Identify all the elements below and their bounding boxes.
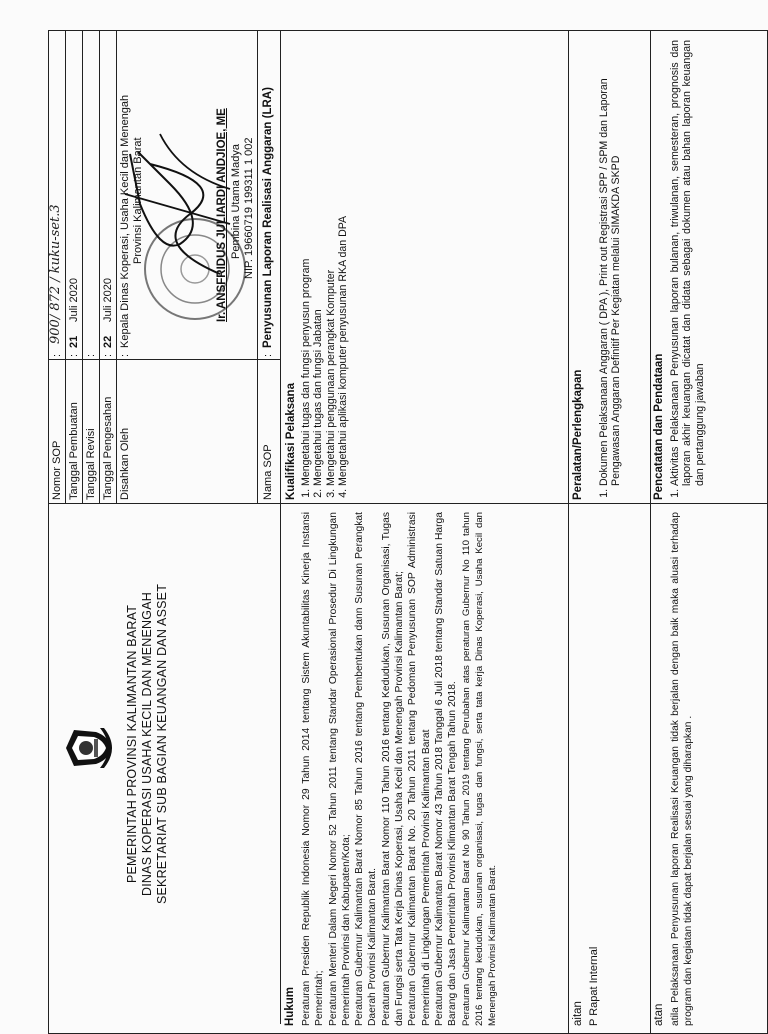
info-row-line-2: [82, 30, 83, 504]
dasar-hukum-bottom-line: [568, 504, 569, 1034]
kualifikasi-item: 2. Mengetahui tugas dan fungsi Jabatan: [312, 40, 324, 486]
dasar-hukum-item: Peraturan Gubernur Kalimantan Barat Nomor 43 Tahun 2018 Tanggal 6 Juli 2018 tentang Standar Satuan Harga Barang dan Jasa Pemerintah Provinsi Klimantan Barat Tengah Tahun 2018.: [433, 512, 459, 1026]
column-divider: [48, 503, 768, 504]
peralatan-item: 1. Dokumen Pelaksanaan Anggaran ( DPA ), Print out Registrasi SPP / SPM dan Laporan Pengawasan Anggaran Definitif Per Kegiatan melalui SIMAKDA SKPD: [598, 40, 623, 486]
nama-sop-value: Penyusunan Laporan Realisasi Anggaran (LRA): [262, 87, 274, 348]
keterkaitan-bottom-line: [650, 504, 651, 1034]
header-line-1: PEMERINTAH PROVINSI KALIMANTAN BARAT: [125, 604, 139, 884]
dasar-hukum-item: Peraturan Gubernur Kalimantan Barat No. 20 Tahun 2011 tentang Pedoman Penyusunan SOP Administrasi Pemerintah di Lingkungan Pemerintah Provinsi Kalimantan Barat: [407, 512, 432, 1026]
kualifikasi-item: 1. Mengetahui tugas dan fungsi penyusun program: [300, 40, 312, 486]
colon: :: [85, 353, 97, 357]
dasar-hukum-item: Peraturan Menteri Dalam Negeri Nomor 52 Tahun 2011 tentang Standar Operasional Prosedur Di Lingkungan Pemerintah Provinsi dan Kabupaten/Kota;: [327, 512, 352, 1026]
info-row-line-3: [99, 30, 100, 504]
info-label-divider: [48, 359, 280, 360]
kualifikasi-list: [300, 40, 350, 500]
tanggal-pengesahan-value: Juli 2020: [102, 277, 114, 322]
dasar-hukum-item: Peraturan Gubernur Kalimantan Barat Nomor 85 Tahun 2016 tentang Pembentukan dann Susunan Perangkat Daerah Provinsi Kalimantan Barat.: [354, 512, 379, 1026]
tanggal-pengesahan-label: Tanggal Pengesahan: [102, 396, 114, 500]
dasar-hukum-item: Peraturan Gubernur Kalimantan Barat Nomor 110 Tahun 2016 tentang Kedudukan, Susunan Organisasi, Tugas dan Fungsi serta Tata Kerja Dinas Koperasi, Usaha Kecil dan Menengah Provinsi Kalimantan Barat;: [380, 512, 406, 1026]
disahkan-oleh-label: Disahkan Oleh: [119, 427, 131, 500]
disahkan-line-2: Provinsi Kalimantan Barat: [132, 137, 144, 264]
tanggal-pembuatan-value: Juli 2020: [68, 277, 80, 322]
official-name: Ir. ANSFRIDUS JULIARDI ANDJIOE, ME: [216, 108, 228, 322]
official-nip: NIP. 19660719 199311 1 002: [243, 137, 255, 279]
dasar-hukum-title: Hukum: [284, 987, 296, 1026]
pencatatan-title: Pencatatan dan Pendataan: [653, 353, 665, 500]
peringatan-title: atan: [653, 1003, 665, 1026]
tanggal-pengesahan-day: 22: [102, 335, 114, 348]
header-line-2: DINAS KOPERASI USAHA KECIL DAN MENENGAH: [140, 592, 154, 896]
province-logo-icon: [64, 726, 114, 770]
peralatan-bottom-line: [650, 30, 651, 504]
dasar-hukum-item: Peraturan Gubernur Kalimantan Barat No 90 Tahun 2019 tentang Perubahan atas peraturan Gubernur No 110 tahun 2016 tentang kedudukan, susunan organisasi, tugas dan fungsi, serta tata kerja Dinas Koperasi, Usaha Kecil dan Menengah Provinsi Kalimantan Barat.: [460, 512, 499, 1026]
tanggal-pembuatan-day: 21: [68, 335, 80, 348]
peralatan-title: Peralatan/Perlengkapan: [572, 369, 584, 500]
pencatatan-list: [669, 40, 706, 500]
keterkaitan-title: aitan: [572, 1001, 584, 1026]
keterkaitan-value: P Rapat Internal: [588, 946, 600, 1026]
peringatan-text: atila Pelaksanaan Penyusunan laporan Realisasi Keuangan tidak berjalan dengan baik maka aluasi terhadap program dan kegiatan tidak dapat berjalan sesuai yang diharapkan .: [670, 512, 695, 1026]
peralatan-list: [598, 40, 623, 500]
info-row-line-1: [65, 30, 66, 504]
kualifikasi-item: 3. Mengetahui penggunaan perangkat Komputer: [325, 40, 337, 486]
nomor-sop-value: 900/ 872 / kuku-set.3: [48, 204, 63, 344]
info-row-line-5: [257, 30, 258, 504]
header-line-3: SEKRETARIAT SUB BAGIAN KEUANGAN DAN ASSET: [155, 583, 169, 905]
kualifikasi-item: 4. Mengetahui aplikasi komputer penyusunan RKA dan DPA: [337, 40, 349, 486]
colon: :: [51, 353, 63, 357]
colon: :: [102, 353, 114, 357]
kualifikasi-title: Kualifikasi Pelaksana: [285, 383, 297, 500]
disahkan-line-1: Kepala Dinas Koperasi, Usaha Kecil dan Menengah: [119, 94, 131, 348]
nomor-sop-label: Nomor SOP: [51, 440, 63, 500]
dasar-hukum-item: Peraturan Presiden Republik Indonesia Nomor 29 Tahun 2014 tentang Sistem Akuntabilitas Kinerja Instansi Pemerintah;: [301, 512, 326, 1026]
colon: :: [262, 353, 274, 357]
nama-sop-label: Nama SOP: [262, 444, 274, 500]
kualifikasi-bottom-line: [568, 30, 569, 504]
official-rank: Pembina Utama Madya: [230, 144, 242, 259]
header-bottom-line: [280, 30, 281, 1024]
colon: :: [119, 353, 131, 357]
pencatatan-item: 1. Aktivitas Pelaksanaan Penyusunan laporan bulanan, triwulanan, semesteran, prognosis dan laporan akhir keuangan dicatat dan didata sebagai dokumen atau bahan laporan keuangan dan pertanggung jawaban: [669, 40, 706, 486]
dasar-hukum-list: [300, 512, 499, 1026]
tanggal-pembuatan-label: Tanggal Pembuatan: [68, 402, 80, 500]
colon: :: [68, 353, 80, 357]
tanggal-revisi-label: Tanggal Revisi: [85, 428, 97, 500]
